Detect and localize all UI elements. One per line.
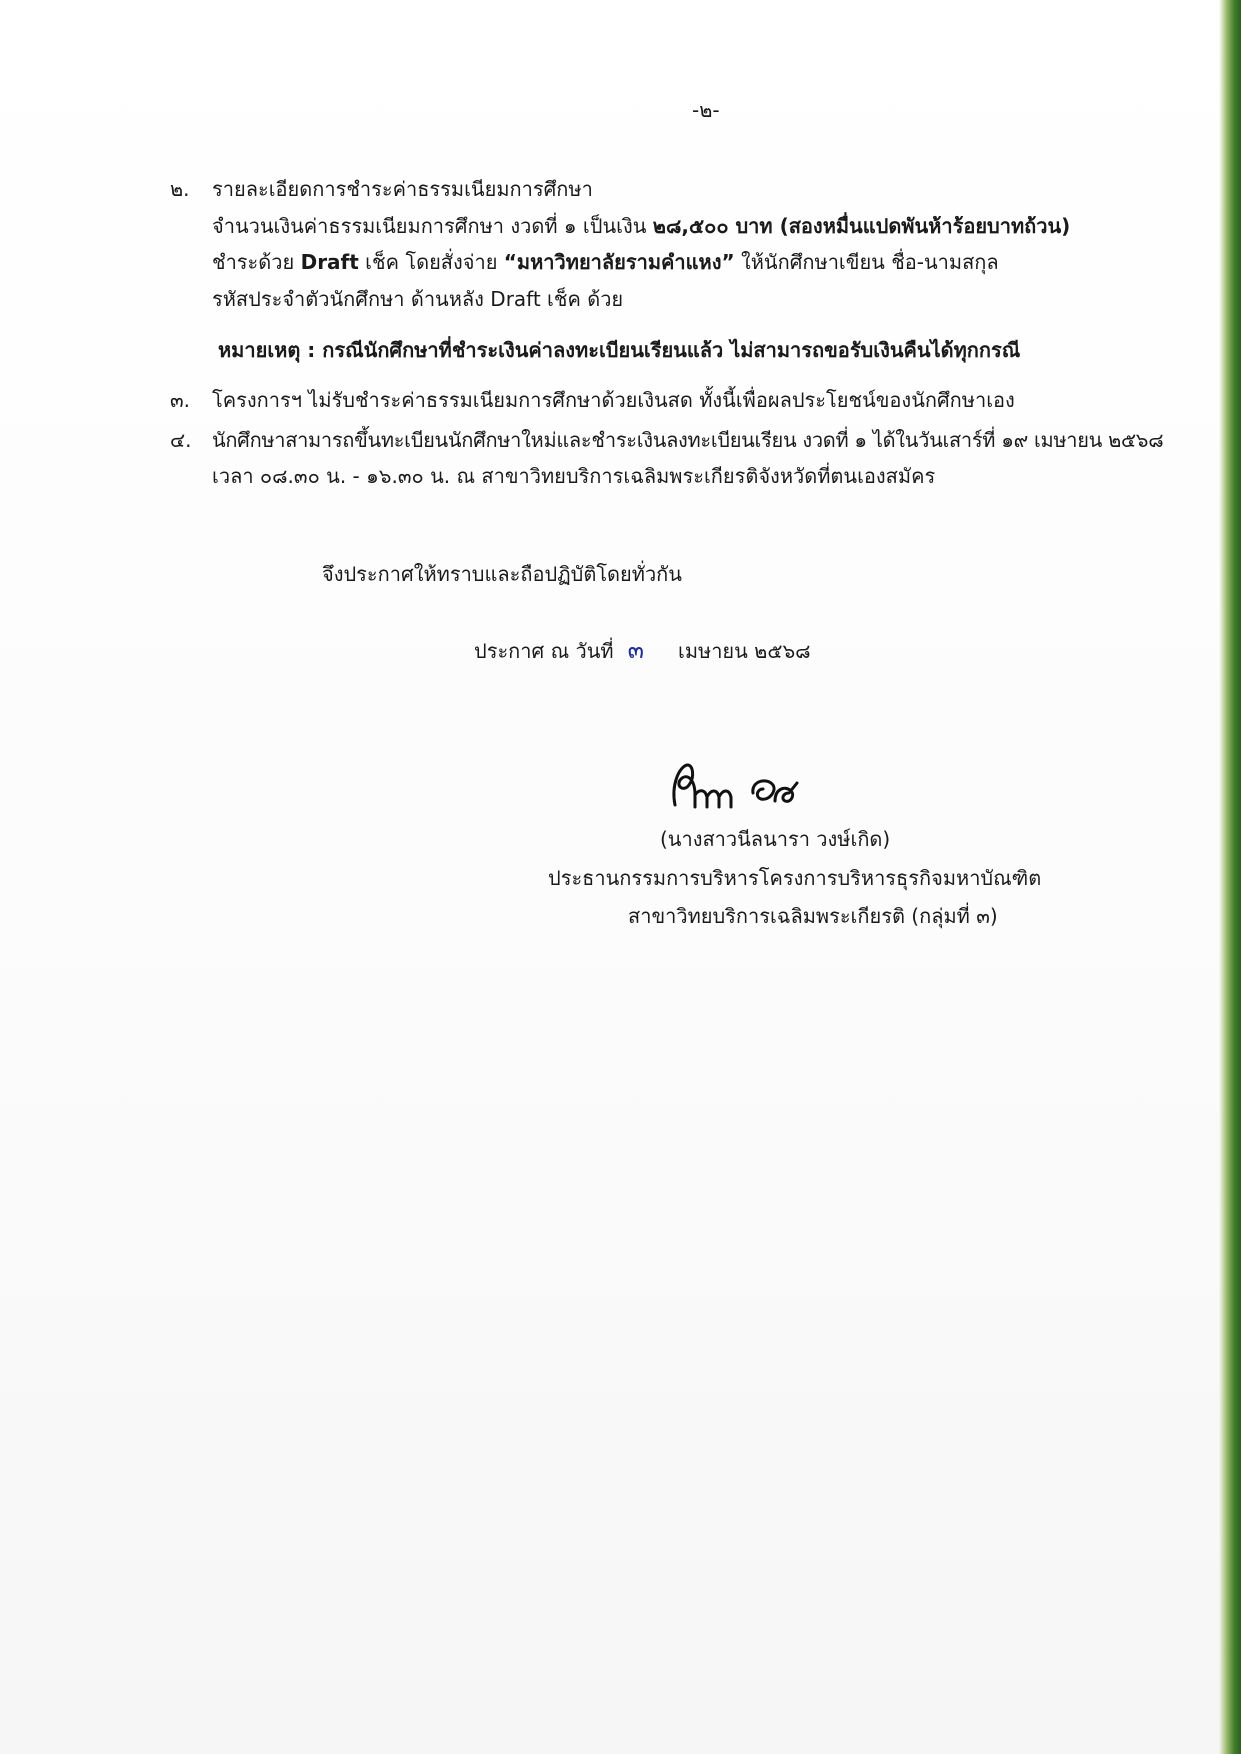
item2-number: ๒. [170,177,190,201]
item3-text: โครงการฯ ไม่รับชำระค่าธรรมเนียมการศึกษาด้วยเงินสด ทั้งนี้เพื่อผลประโยชน์ของนักศึกษาเอง [212,388,1015,412]
item2-payment-text-c: เช็ค โดยสั่งจ่าย [358,250,504,274]
item2-draft-word: Draft [300,250,359,274]
item2-student-id-line: รหัสประจำตัวนักศึกษา ด้านหลัง Draft เช็ค ด้วย [212,287,624,311]
item4-text-2: เวลา ๐๘.๓๐ น. - ๑๖.๓๐ น. ณ สาขาวิทยบริการเฉลิมพระเกียรติจังหวัดที่ตนเองสมัคร [212,464,936,488]
page-number: -๒- [692,98,720,122]
item2-payee: “มหาวิทยาลัยรามคำแหง” [503,250,735,274]
item2-payment-line [212,248,999,276]
item2-amount-line [212,212,1070,240]
announcement: จึงประกาศให้ทราบและถือปฏิบัติโดยทั่วกัน [322,562,682,586]
signer-name: (นางสาวนีลนารา วงษ์เกิด) [660,827,891,851]
item2-amount-label: จำนวนเงินค่าธรรมเนียมการศึกษา งวดที่ ๑ เป็นเงิน [212,214,653,238]
page-edge-strip [1219,0,1241,1754]
item2-note: หมายเหตุ : กรณีนักศึกษาที่ชำระเงินค่าลงทะเบียนเรียนแล้ว ไม่สามารถขอรับเงินคืนได้ทุกกรณี [218,338,1021,362]
item3-number: ๓. [170,388,191,412]
item2-amount-value: ๒๘,๕๐๐ บาท (สองหมื่นแปดพันห้าร้อยบาทถ้วน) [652,214,1071,238]
signer-branch: สาขาวิทยบริการเฉลิมพระเกียรติ (กลุ่มที่ ๓) [628,904,998,928]
item4-number: ๔. [170,428,192,452]
signer-position: ประธานกรรมการบริหารโครงการบริหารธุรกิจมหาบัณฑิต [548,866,1042,890]
date-prefix: ประกาศ ณ วันที่ [474,639,614,663]
date-month-year: เมษายน ๒๕๖๘ [677,639,811,663]
item2-payment-text-a: ชำระด้วย [212,250,301,274]
item2-payment-text-e: ให้นักศึกษาเขียน ชื่อ-นามสกุล [734,250,999,274]
announcement-date [474,636,811,665]
item2-title: รายละเอียดการชำระค่าธรรมเนียมการศึกษา [212,177,593,201]
date-day: ๓ [627,636,644,664]
signature-image [665,755,815,815]
item4-text: นักศึกษาสามารถขึ้นทะเบียนนักศึกษาใหม่และชำระเงินลงทะเบียนเรียน งวดที่ ๑ ได้ในวันเสาร์ที่ ๑๙ เมษายน ๒๕๖๘ [212,428,1164,452]
